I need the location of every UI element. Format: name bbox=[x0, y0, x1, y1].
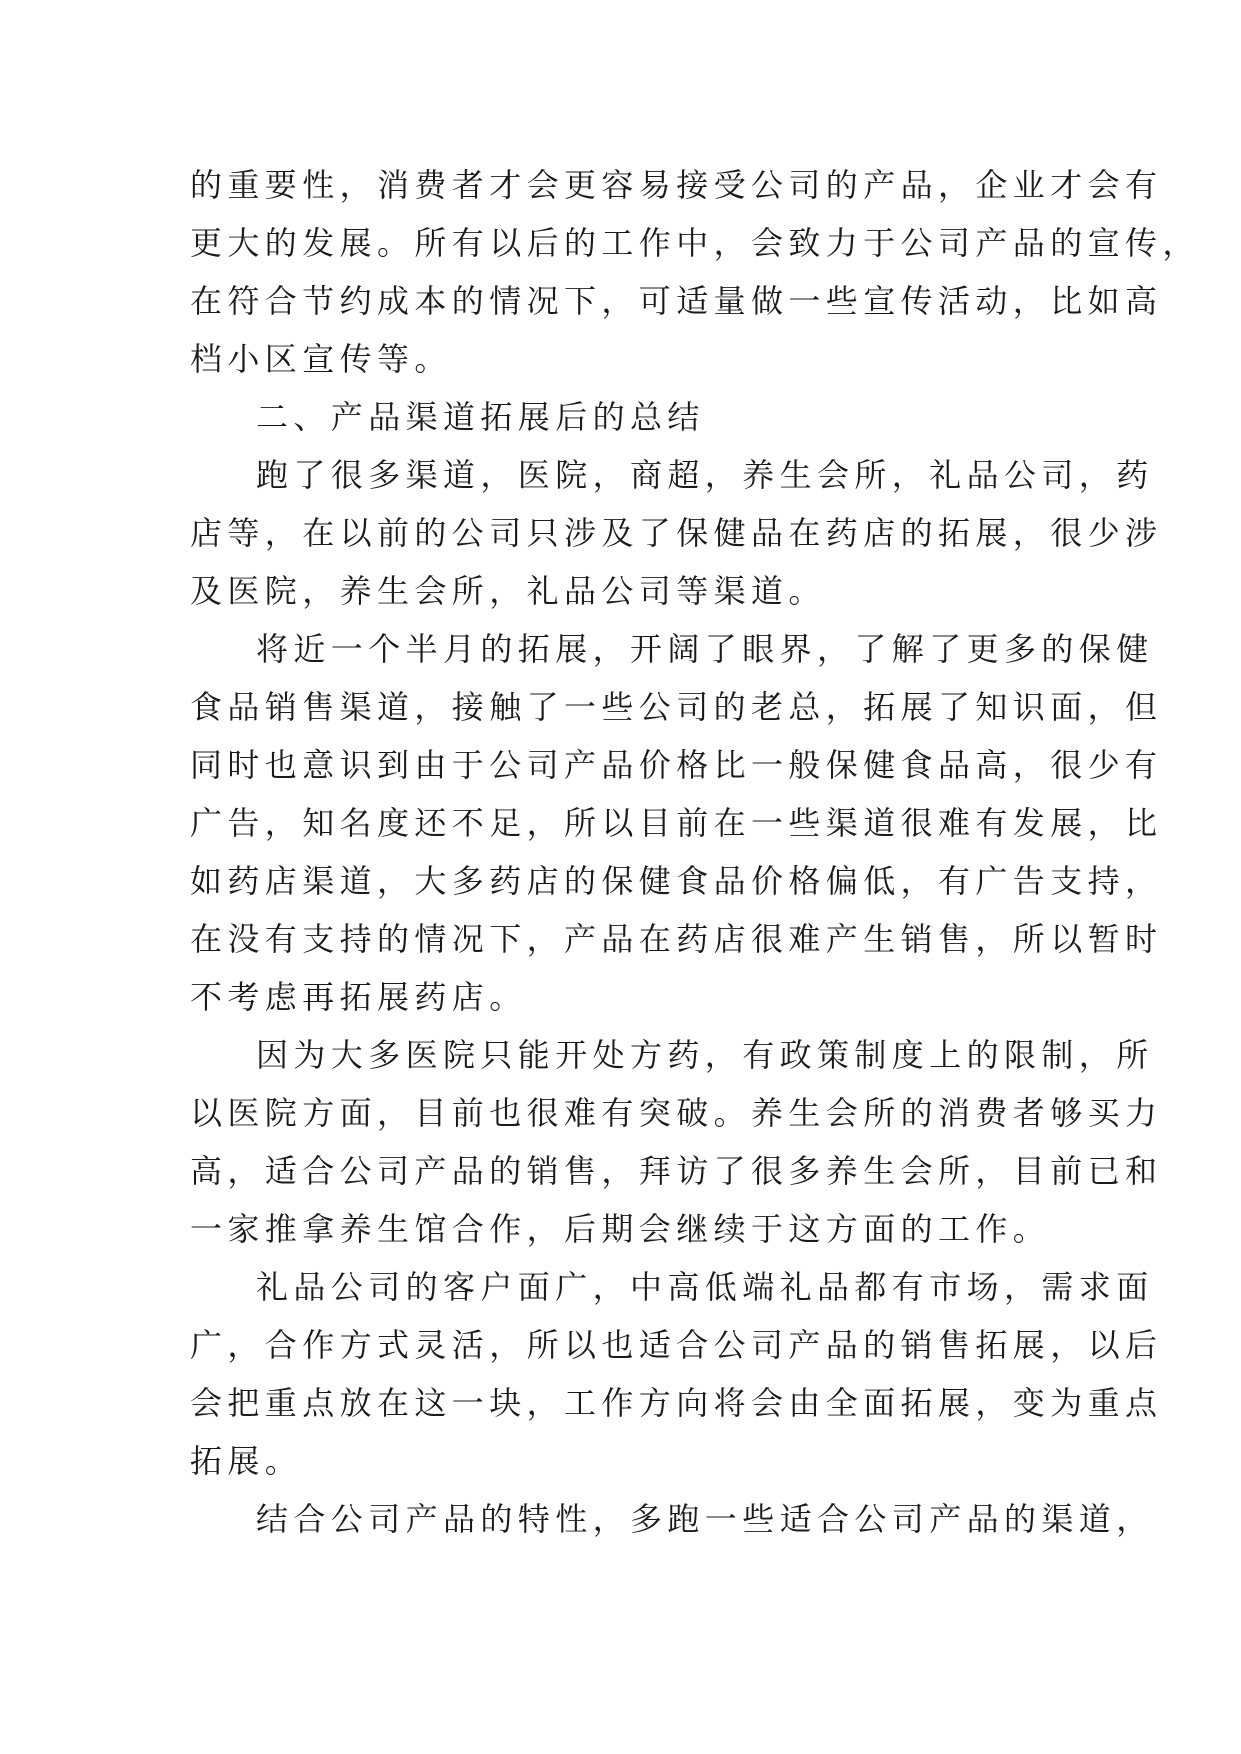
text-line: 档小区宣传等。 bbox=[190, 340, 452, 378]
text-line: 在符合节约成本的情况下，可适量做一些宣传活动，比如高 bbox=[190, 282, 1163, 320]
text-line: 结合公司产品的特性，多跑一些适合公司产品的渠道， bbox=[256, 1500, 1154, 1538]
text-line: 将近一个半月的拓展，开阔了眼界，了解了更多的保健 bbox=[256, 630, 1154, 668]
text-line: 一家推拿养生馆合作，后期会继续于这方面的工作。 bbox=[190, 1210, 1051, 1248]
text-line: 店等，在以前的公司只涉及了保健品在药店的拓展，很少涉 bbox=[190, 514, 1163, 552]
text-line: 广告，知名度还不足，所以目前在一些渠道很难有发展，比 bbox=[190, 804, 1163, 842]
text-line: 同时也意识到由于公司产品价格比一般保健食品高，很少有 bbox=[190, 746, 1163, 784]
text-line: 食品销售渠道，接触了一些公司的老总，拓展了知识面，但 bbox=[190, 688, 1163, 726]
text-line: 礼品公司的客户面广，中高低端礼品都有市场，需求面 bbox=[256, 1268, 1154, 1306]
text-line: 跑了很多渠道，医院，商超，养生会所，礼品公司，药 bbox=[256, 456, 1154, 494]
text-line: 因为大多医院只能开处方药，有政策制度上的限制，所 bbox=[256, 1036, 1154, 1074]
text-line: 及医院，养生会所，礼品公司等渠道。 bbox=[190, 572, 826, 610]
text-line: 不考虑再拓展药店。 bbox=[190, 978, 527, 1016]
document-body bbox=[190, 156, 1200, 1548]
text-line: 拓展。 bbox=[190, 1442, 303, 1480]
text-line: 如药店渠道，大多药店的保健食品价格偏低，有广告支持， bbox=[190, 862, 1163, 900]
text-line: 在没有支持的情况下，产品在药店很难产生销售，所以暂时 bbox=[190, 920, 1163, 958]
text-line: 二、产品渠道拓展后的总结 bbox=[256, 398, 705, 436]
text-line: 的重要性，消费者才会更容易接受公司的产品，企业才会有 bbox=[190, 166, 1163, 204]
text-line: 更大的发展。所有以后的工作中，会致力于公司产品的宣传， bbox=[190, 224, 1200, 262]
text-line: 高，适合公司产品的销售，拜访了很多养生会所，目前已和 bbox=[190, 1152, 1163, 1190]
text-line: 广，合作方式灵活，所以也适合公司产品的销售拓展，以后 bbox=[190, 1326, 1163, 1364]
text-line: 会把重点放在这一块，工作方向将会由全面拓展，变为重点 bbox=[190, 1384, 1163, 1422]
text-line: 以医院方面，目前也很难有突破。养生会所的消费者够买力 bbox=[190, 1094, 1163, 1132]
